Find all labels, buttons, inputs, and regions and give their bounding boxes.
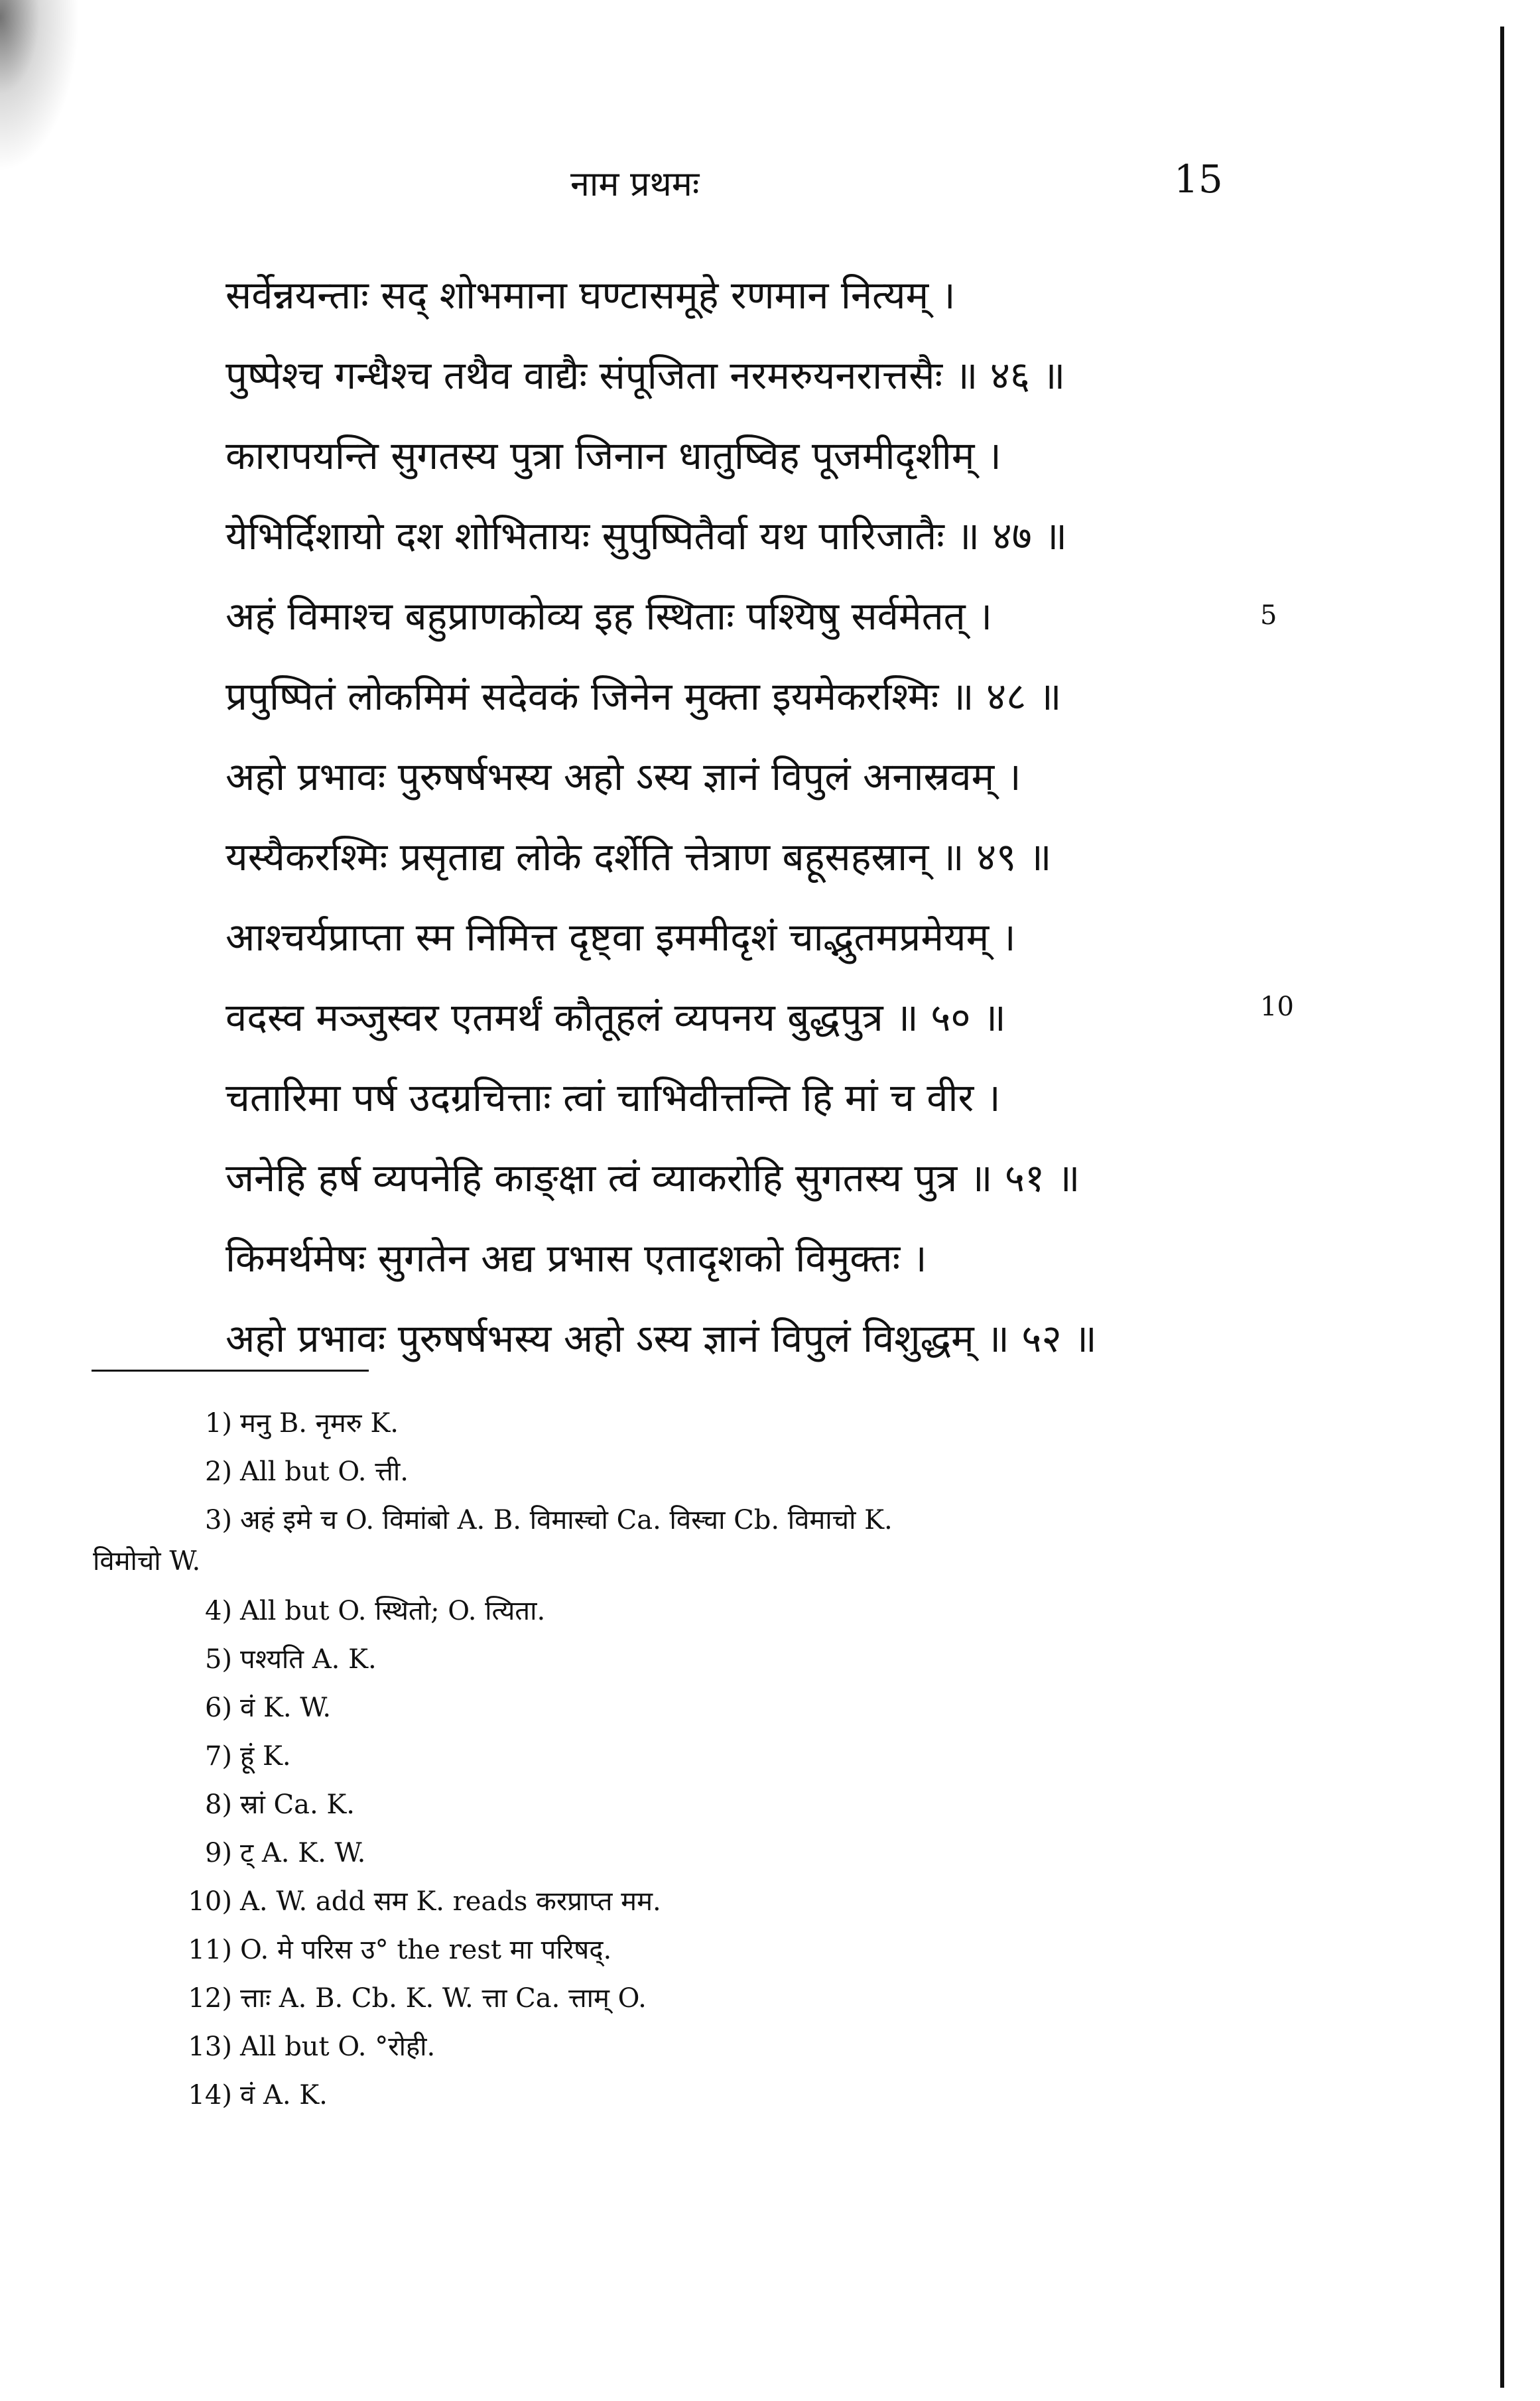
verse-text: येभिर्दिशायो दश शोभितायः सुपुष्पितैर्वा यथ पारिजातैः ॥ ४७ ॥ (225, 513, 1067, 558)
footnote-text: हूं K. (240, 1741, 291, 1772)
footnote-number: 6) (204, 1693, 232, 1723)
verse-text: अहो प्रभावः पुरुषर्षभस्य अहो ऽस्य ज्ञानं विपुलं अनास्रवम् । (225, 754, 1021, 799)
verse-line (225, 576, 1220, 657)
footnote (179, 1448, 1240, 1496)
footnote (179, 1496, 1240, 1545)
running-head: नाम प्रथमः (570, 164, 700, 204)
verse-line (225, 1218, 1220, 1299)
verse-text: पुष्पेश्च गन्धैश्च तथैव वाद्यैः संपूजिता नरमरुयनरात्तसैः ॥ ४६ ॥ (225, 353, 1066, 398)
verse-line (225, 817, 1220, 897)
footnote-text: All but O. °रोही. (240, 2032, 436, 2062)
verse-text: वदस्व मञ्जुस्वर एतमर्थं कौतूहलं व्यपनय बुद्धपुत्र ॥ ५० ॥ (225, 995, 1006, 1040)
verse-line (225, 897, 1220, 978)
footnote (179, 1636, 1240, 1684)
footnote-number: 4) (204, 1596, 232, 1626)
footnote (179, 2071, 1240, 2120)
verse-text: कारापयन्ति सुगतस्य पुत्रा जिनान धातुष्विह पूजमीदृशीम् । (225, 433, 1001, 478)
footnote-number: 12) (188, 1983, 232, 2014)
verse-text: यस्यैकरश्मिः प्रसृताद्य लोके दर्शेति त्तेत्राण बहूसहस्रान् ॥ ४९ ॥ (225, 834, 1052, 879)
verse-text: सर्वेन्नयन्ताः सद् शोभमाना घण्टासमूहे रणमान नित्यम् । (225, 273, 956, 318)
verse-text: आश्चर्यप्राप्ता स्म निमित्त दृष्ट्वा इममीदृशं चाद्भुतमप्रमेयम् । (225, 915, 1016, 960)
footnote-number: 9) (204, 1838, 232, 1868)
footnote-number: 1) (204, 1408, 232, 1439)
footnote (179, 1684, 1240, 1732)
verse-line (225, 1138, 1220, 1218)
footnote-text: पश्यति A. K. (240, 1644, 377, 1675)
footnote (179, 1587, 1240, 1636)
footnote (179, 2023, 1240, 2071)
footnote-text: O. मे परिस उ° the rest मा परिषद्. (240, 1935, 612, 1965)
page-edge-line (1500, 27, 1504, 2388)
verse-line (225, 255, 1220, 336)
footnote-text: मनु B. नृमरु K. (240, 1408, 399, 1439)
verse-line (225, 657, 1220, 737)
verse-line (225, 416, 1220, 496)
verse-line (225, 737, 1220, 817)
footnote-text: स्रां Ca. K. (240, 1789, 355, 1820)
footnote-number: 7) (204, 1741, 232, 1772)
footnote (179, 1975, 1240, 2023)
line-number-marker: 5 (1260, 600, 1277, 631)
footnote-text: All but O. स्थितो; O. त्यिता. (240, 1596, 546, 1626)
verse-line (225, 1058, 1220, 1138)
verse-line (225, 1299, 1220, 1379)
verse-text: किमर्थमेषः सुगतेन अद्य प्रभास एतादृशको विमुक्तः । (225, 1236, 927, 1281)
footnote-text: अहं इमे च O. विमांबो A. B. विमास्चो Ca. विस्चा Cb. विमाचो K. (240, 1505, 893, 1535)
page-number: 15 (1174, 157, 1223, 202)
footnote-text: विमोचो W. (93, 1546, 201, 1577)
verse-text: चतारिमा पर्ष उदग्रचित्ताः त्वां चाभिवीत्तन्ति हि मां च वीर । (225, 1075, 1001, 1120)
verse-text: अहं विमाश्च बहुप्राणकोव्य इह स्थिताः पश्यिषु सर्वमेतत् । (225, 594, 993, 639)
footnote-number: 10) (188, 1886, 232, 1917)
footnote-number: 8) (204, 1789, 232, 1820)
line-number-marker: 10 (1260, 992, 1294, 1022)
verse-block (225, 255, 1220, 1379)
footnote-number: 2) (204, 1457, 232, 1487)
footnote-number: 3) (204, 1505, 232, 1535)
footnote-text: ट् A. K. W. (240, 1838, 366, 1868)
footnote (179, 1732, 1240, 1781)
footnote-number: 14) (188, 2080, 232, 2110)
footnote-text: A. W. add सम K. reads करप्राप्त मम. (240, 1886, 661, 1917)
footnote (179, 1399, 1240, 1448)
verse-text: अहो प्रभावः पुरुषर्षभस्य अहो ऽस्य ज्ञानं विपुलं विशुद्धम् ॥ ५२ ॥ (225, 1316, 1097, 1361)
footnote (179, 1781, 1240, 1829)
footnote-text: वं A. K. (240, 2080, 328, 2110)
footnote-continuation (93, 1545, 1240, 1587)
verse-text: प्रपुष्पितं लोकमिमं सदेवकं जिनेन मुक्ता इयमेकरश्मिः ॥ ४८ ॥ (225, 674, 1062, 719)
footnote-number: 11) (188, 1935, 232, 1965)
footnote-text: वं K. W. (240, 1693, 332, 1723)
verse-line (225, 496, 1220, 576)
footnote (179, 1926, 1240, 1975)
footnote (179, 1878, 1240, 1926)
footnotes (93, 1399, 1240, 2120)
footnote (179, 1829, 1240, 1878)
verse-line (225, 978, 1220, 1058)
footnote-number: 13) (188, 2032, 232, 2062)
footnote-text: त्ताः A. B. Cb. K. W. त्ता Ca. त्ताम् O. (240, 1983, 647, 2014)
verse-text: जनेहि हर्ष व्यपनेहि काङ्क्षा त्वं व्याकरोहि सुगतस्य पुत्र ॥ ५१ ॥ (225, 1155, 1080, 1200)
footnote-rule (92, 1370, 369, 1372)
footnote-text: All but O. त्ती. (240, 1457, 409, 1487)
scan-corner-shadow (0, 0, 80, 172)
footnote-number: 5) (204, 1644, 232, 1675)
verse-line (225, 336, 1220, 416)
